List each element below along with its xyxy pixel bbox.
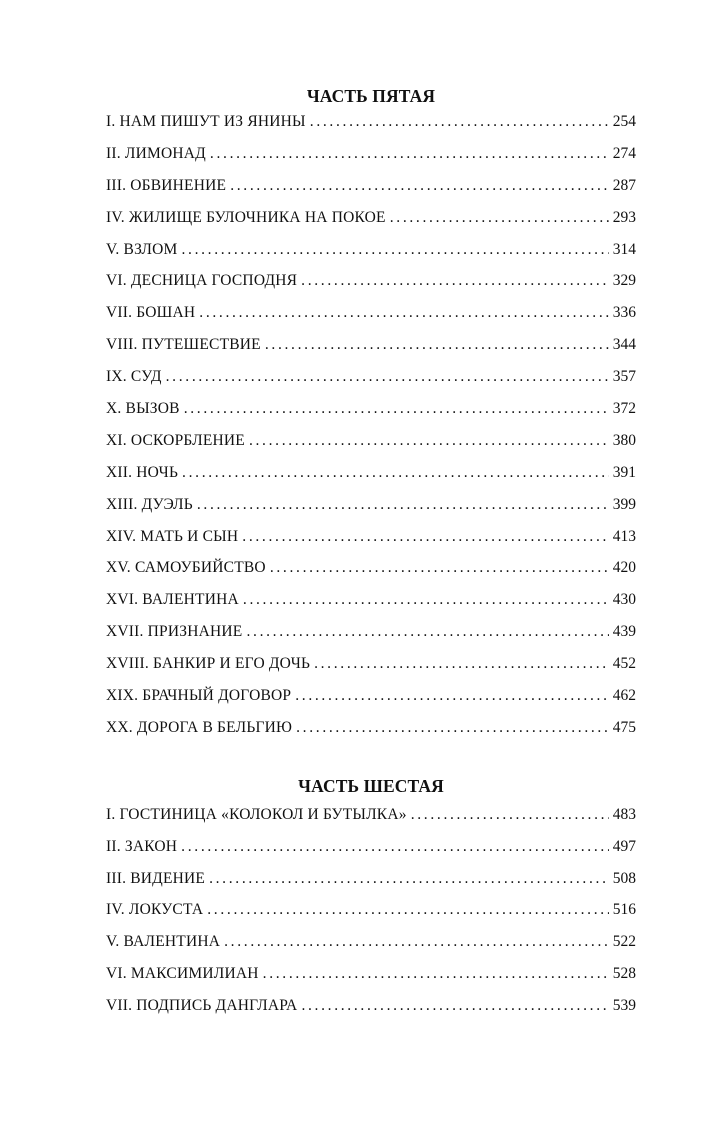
dot-leader bbox=[209, 870, 609, 888]
toc-entry bbox=[106, 177, 636, 209]
toc-entry bbox=[106, 933, 636, 965]
dot-leader bbox=[199, 304, 609, 322]
dot-leader bbox=[270, 559, 609, 577]
chapter-title: I. НАМ ПИШУТ ИЗ ЯНИНЫ bbox=[106, 113, 306, 130]
dot-leader bbox=[411, 806, 609, 824]
page-number: 293 bbox=[612, 208, 636, 226]
toc-entry bbox=[106, 687, 636, 719]
chapter-title: V. ВЗЛОМ bbox=[106, 240, 178, 258]
chapter-title: VIII. ПУТЕШЕСТВИЕ bbox=[106, 336, 261, 354]
chapter-title: XX. ДОРОГА В БЕЛЬГИЮ bbox=[106, 718, 293, 736]
page-number: 475 bbox=[612, 718, 636, 736]
page-number: 274 bbox=[612, 144, 636, 162]
toc-entry bbox=[106, 145, 636, 177]
dot-leader bbox=[301, 272, 609, 290]
chapter-title: IX. СУД bbox=[106, 368, 162, 386]
page-number: 344 bbox=[612, 336, 636, 354]
dot-leader bbox=[295, 687, 609, 705]
dot-leader bbox=[184, 400, 609, 418]
dot-leader bbox=[166, 368, 609, 386]
toc-entry bbox=[106, 655, 636, 687]
dot-leader bbox=[242, 528, 609, 546]
chapter-title: XIX. БРАЧНЫЙ ДОГОВОР bbox=[106, 687, 292, 705]
page-number: 508 bbox=[612, 869, 636, 887]
chapter-title: XVI. ВАЛЕНТИНА bbox=[106, 591, 239, 609]
toc-entry bbox=[106, 591, 636, 623]
chapter-title: VII. ПОДПИСЬ ДАНГЛАРА bbox=[106, 997, 298, 1015]
chapter-title: XIII. ДУЭЛЬ bbox=[106, 495, 193, 513]
dot-leader bbox=[210, 145, 609, 163]
toc-entry bbox=[106, 997, 636, 1029]
chapter-title: XV. САМОУБИЙСТВО bbox=[106, 559, 266, 577]
dot-leader bbox=[243, 591, 609, 609]
toc-entry bbox=[106, 623, 636, 655]
dot-leader bbox=[296, 719, 609, 737]
chapter-title: V. ВАЛЕНТИНА bbox=[106, 933, 221, 951]
dot-leader bbox=[301, 997, 609, 1015]
dot-leader bbox=[181, 241, 609, 259]
page-number: 516 bbox=[612, 901, 636, 919]
chapter-title: VI. ДЕСНИЦА ГОСПОДНЯ bbox=[106, 272, 298, 290]
chapter-title: VII. БОШАН bbox=[106, 304, 196, 322]
part-title: ЧАСТЬ ШЕСТАЯ bbox=[298, 775, 444, 796]
page-number: 483 bbox=[612, 805, 636, 823]
page-number: 528 bbox=[612, 965, 636, 983]
dot-leader bbox=[230, 177, 609, 195]
chapter-title: IV. ЖИЛИЩЕ БУЛОЧНИКА НА ПОКОЕ bbox=[106, 208, 386, 226]
chapter-title: IV. ЛОКУСТА bbox=[106, 901, 204, 919]
page-number: 462 bbox=[612, 687, 636, 705]
page-number: 329 bbox=[612, 272, 636, 290]
page-number: 430 bbox=[612, 591, 636, 609]
toc-entry bbox=[106, 272, 636, 304]
page-number: 399 bbox=[612, 495, 636, 513]
page-number: 452 bbox=[612, 655, 636, 673]
dot-leader bbox=[263, 965, 609, 983]
page-number: 522 bbox=[612, 933, 636, 951]
chapter-title: X. ВЫЗОВ bbox=[106, 400, 180, 418]
page-number: 391 bbox=[612, 463, 636, 481]
toc-entry bbox=[106, 400, 636, 432]
dot-leader bbox=[310, 113, 609, 131]
part-title: ЧАСТЬ ПЯТАЯ bbox=[306, 86, 436, 106]
page-number: 439 bbox=[612, 623, 636, 641]
chapter-title: II. ЛИМОНАД bbox=[106, 144, 206, 162]
page-number: 254 bbox=[612, 113, 636, 130]
toc-entry bbox=[106, 368, 636, 400]
dot-leader bbox=[390, 209, 609, 227]
page-number: 357 bbox=[612, 368, 636, 386]
chapter-list bbox=[106, 113, 636, 751]
toc-entry bbox=[106, 241, 636, 273]
page-number: 380 bbox=[612, 431, 636, 449]
toc-entry bbox=[106, 209, 636, 241]
chapter-title: III. ВИДЕНИЕ bbox=[106, 869, 206, 887]
toc-entry bbox=[106, 336, 636, 368]
dot-leader bbox=[246, 623, 609, 641]
dot-leader bbox=[207, 901, 609, 919]
toc-entry bbox=[106, 965, 636, 997]
toc-entry bbox=[106, 719, 636, 751]
toc-entry bbox=[106, 806, 636, 838]
toc-entry bbox=[106, 496, 636, 528]
toc-entry bbox=[106, 838, 636, 870]
dot-leader bbox=[314, 655, 609, 673]
page-number: 497 bbox=[612, 837, 636, 855]
chapter-title: I. ГОСТИНИЦА «КОЛОКОЛ И БУТЫЛКА» bbox=[106, 805, 407, 823]
page-number: 539 bbox=[612, 997, 636, 1015]
dot-leader bbox=[249, 432, 609, 450]
chapter-title: VI. МАКСИМИЛИАН bbox=[106, 965, 259, 983]
toc-entry bbox=[106, 528, 636, 560]
dot-leader bbox=[265, 336, 609, 354]
toc-entry bbox=[106, 464, 636, 496]
table-of-contents bbox=[106, 84, 636, 1029]
dot-leader bbox=[224, 933, 609, 951]
chapter-title: III. ОБВИНЕНИЕ bbox=[106, 176, 227, 194]
page-number: 314 bbox=[612, 240, 636, 258]
toc-entry bbox=[106, 304, 636, 336]
page-number: 420 bbox=[612, 559, 636, 577]
chapter-title: II. ЗАКОН bbox=[106, 837, 178, 855]
dot-leader bbox=[197, 496, 609, 514]
toc-entry bbox=[106, 113, 636, 145]
toc-entry bbox=[106, 870, 636, 902]
page-number: 372 bbox=[612, 400, 636, 418]
chapter-title: XVII. ПРИЗНАНИЕ bbox=[106, 623, 243, 641]
chapter-list bbox=[106, 806, 636, 1029]
toc-entry bbox=[106, 901, 636, 933]
dot-leader bbox=[181, 838, 609, 856]
chapter-title: XIV. МАТЬ И СЫН bbox=[106, 527, 239, 545]
page-number: 413 bbox=[612, 527, 636, 545]
chapter-title: XVIII. БАНКИР И ЕГО ДОЧЬ bbox=[106, 655, 311, 673]
page-number: 336 bbox=[612, 304, 636, 322]
chapter-title: XI. ОСКОРБЛЕНИЕ bbox=[106, 431, 245, 449]
page-number: 287 bbox=[612, 176, 636, 194]
toc-entry bbox=[106, 559, 636, 591]
toc-entry bbox=[106, 432, 636, 464]
dot-leader bbox=[182, 464, 609, 482]
chapter-title: XII. НОЧЬ bbox=[106, 463, 179, 481]
